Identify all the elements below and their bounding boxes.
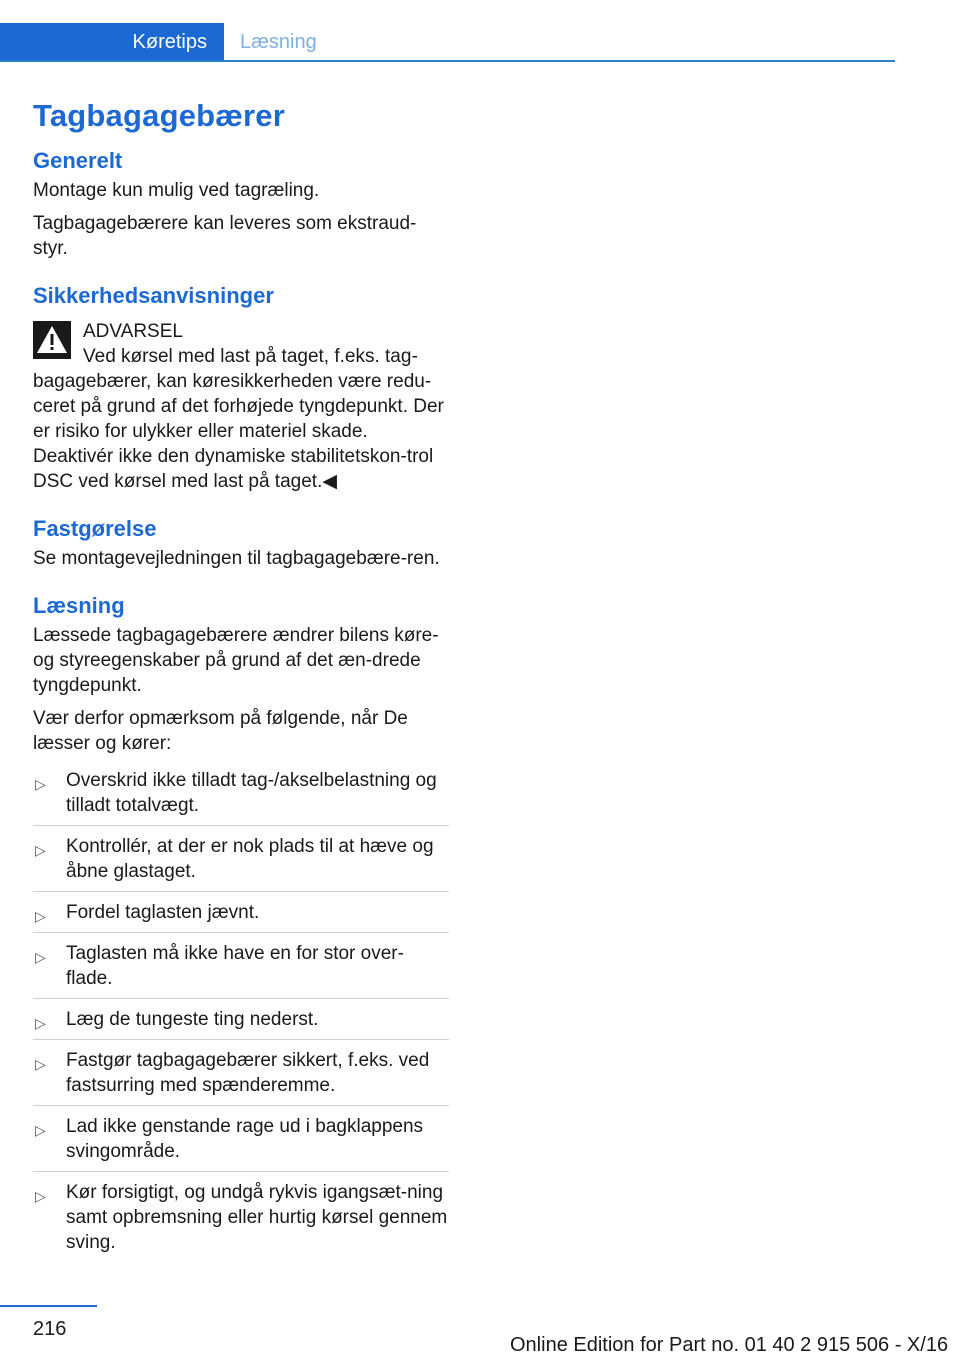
tab-active-label: Køretips — [132, 31, 207, 53]
general-paragraph-2: Tagbagagebærere kan leveres som ekstraud-styr. — [33, 213, 417, 259]
list-item — [33, 830, 449, 892]
warning-text: Ved kørsel med last på taget, f.eks. tag-bagagebærer, kan køresikkerheden være redu-ceret på grund af det forhøjede tyngdepunkt. Der er risiko for ulykker eller materiel skade. Deaktivér ikke den dynamiske stabilitetskon-trol DSC ved kørsel med last på taget.◀ — [33, 346, 444, 492]
loading-list — [33, 764, 449, 1262]
list-item-text: Lad ikke genstande rage ud i bagklappens svingområde. — [66, 1116, 424, 1162]
loading-paragraph-1: Læssede tagbagagebærere ændrer bilens køre- og styreegenskaber på grund af det æn-drede tyngdepunkt. — [33, 625, 439, 696]
header-divider — [0, 60, 895, 62]
warning-label: ADVARSEL — [83, 321, 183, 342]
list-item-text: Overskrid ikke tilladt tag-/akselbelastning og tilladt totalvægt. — [66, 770, 437, 816]
triangle-right-icon: ▷ — [35, 1122, 46, 1138]
warning-triangle-icon — [33, 321, 71, 359]
footer-divider — [0, 1305, 97, 1307]
tab-laesning[interactable] — [240, 23, 317, 62]
list-item — [33, 1176, 449, 1262]
mounting-paragraph: Se montagevejledningen til tagbagagebære-ren. — [33, 548, 440, 569]
loading-paragraph-2: Vær derfor opmærksom på følgende, når De læsser og kører: — [33, 708, 408, 754]
triangle-right-icon: ▷ — [35, 842, 46, 858]
warning-box — [33, 319, 449, 494]
list-item-text: Fastgør tagbagagebærer sikkert, f.eks. ved fastsurring med spænderemme. — [66, 1050, 430, 1096]
list-item — [33, 764, 449, 826]
list-item — [33, 1044, 449, 1106]
section-heading-loading: Læsning — [33, 593, 125, 618]
edition-text: Online Edition for Part no. 01 40 2 915 506 - X/16 — [510, 1334, 949, 1356]
triangle-right-icon: ▷ — [35, 1056, 46, 1072]
list-item-text: Læg de tungeste ting nederst. — [66, 1009, 319, 1030]
list-item — [33, 1003, 449, 1040]
section-heading-general: Generelt — [33, 148, 123, 173]
list-item — [33, 937, 449, 999]
tab-koeretips[interactable] — [0, 23, 224, 62]
list-item-text: Kontrollér, at der er nok plads til at hæve og åbne glastaget. — [66, 836, 434, 882]
triangle-right-icon: ▷ — [35, 776, 46, 792]
list-item-text: Fordel taglasten jævnt. — [66, 902, 260, 923]
page-number: 216 — [33, 1318, 67, 1340]
general-paragraph-1: Montage kun mulig ved tagræling. — [33, 180, 320, 201]
list-item — [33, 1110, 449, 1172]
triangle-right-icon: ▷ — [35, 1015, 46, 1031]
list-item-text: Taglasten må ikke have en for stor over-flade. — [66, 943, 404, 989]
triangle-right-icon: ▷ — [35, 908, 46, 924]
triangle-right-icon: ▷ — [35, 1188, 46, 1204]
section-heading-safety: Sikkerhedsanvisninger — [33, 283, 274, 308]
main-content — [33, 98, 449, 1266]
tab-inactive-label: Læsning — [240, 31, 317, 53]
triangle-right-icon: ▷ — [35, 949, 46, 965]
list-item — [33, 896, 449, 933]
list-item-text: Kør forsigtigt, og undgå rykvis igangsæt-ning samt opbremsning eller hurtig kørsel gennem sving. — [66, 1182, 448, 1253]
section-heading-mounting: Fastgørelse — [33, 516, 157, 541]
page-title: Tagbagagebærer — [33, 98, 286, 133]
